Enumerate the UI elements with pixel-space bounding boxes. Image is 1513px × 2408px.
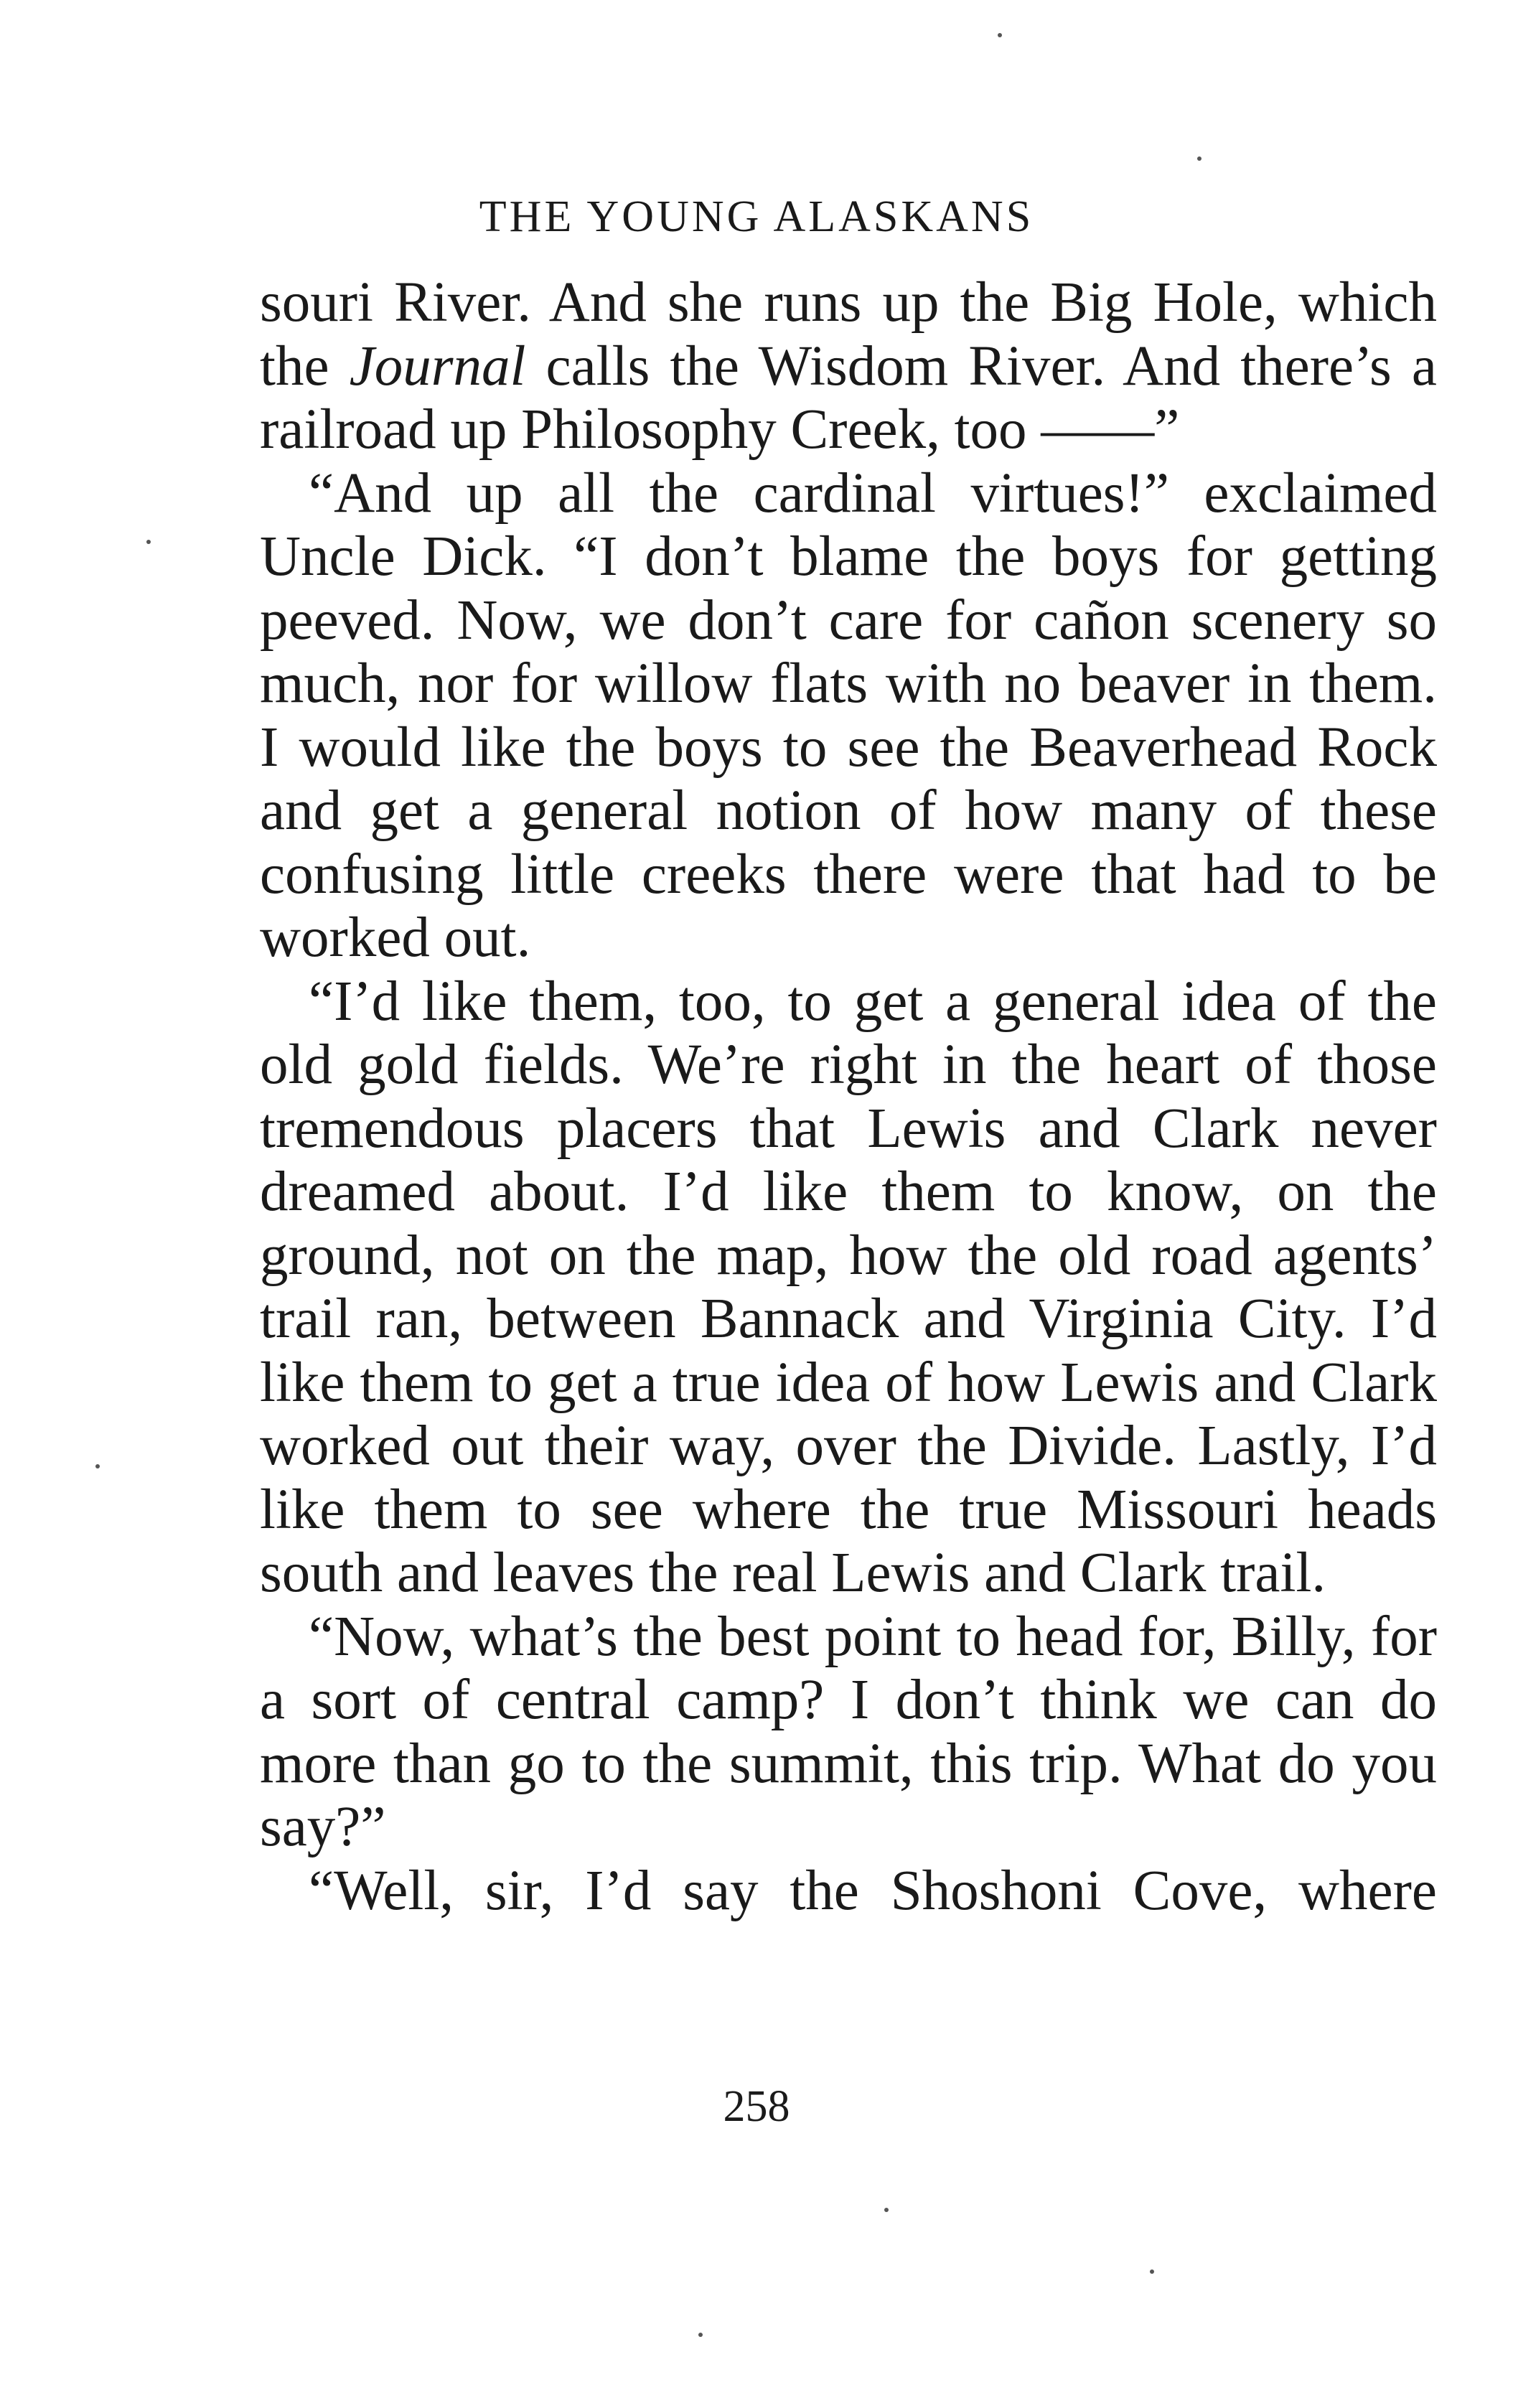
paragraph: “Now, what’s the best point to head for, Billy, for a sort of central camp? I don’t think we can do more than go to the summit, this trip. What do you say?”	[260, 1605, 1437, 1858]
paragraph-continued	[260, 271, 1437, 462]
paper-speck	[884, 2208, 889, 2212]
paper-speck	[698, 2333, 703, 2337]
page-number: 258	[723, 2082, 790, 2131]
paper-speck	[146, 540, 151, 544]
italic-title-journal: Journal	[349, 334, 526, 398]
running-head: THE YOUNG ALASKANS	[479, 192, 1034, 241]
paragraph-text: calls the Wisdom River. And there’s a railroad up Philosophy Creek, too ——”	[260, 334, 1437, 461]
paper-speck	[1197, 156, 1202, 161]
paper-speck	[1150, 2269, 1154, 2274]
paragraph-runs-over: “Well, sir, I’d say the Shoshoni Cove, where	[309, 1859, 1437, 1922]
paragraph: “I’d like them, too, to get a general idea of the old gold fields. We’re right in the heart of those tremendous placers that Lewis and Clark never dreamed about. I’d like them to know, on the ground, not on the map, how the old road agents’ trail ran, between Bannack and Virginia City. I’d like them to get a true idea of how Lewis and Clark worked out their way, over the Divide. Lastly, I’d like them to see where the true Missouri heads south and leaves the real Lewis and Clark trail.	[260, 970, 1437, 1604]
paper-speck	[998, 33, 1002, 37]
paper-speck	[95, 1464, 100, 1468]
body-text	[260, 271, 1437, 1923]
paragraph: “And up all the cardinal virtues!” exclaimed Uncle Dick. “I don’t blame the boys for getting peeved. Now, we don’t care for cañon scenery so much, nor for willow flats with no beaver in them. I would like the boys to see the Beaverhead Rock and get a general notion of how many of these confusing little creeks there were that had to be worked out.	[260, 462, 1437, 969]
paragraph-text: souri River. And she runs up the Big Hole, which the	[260, 271, 1437, 398]
